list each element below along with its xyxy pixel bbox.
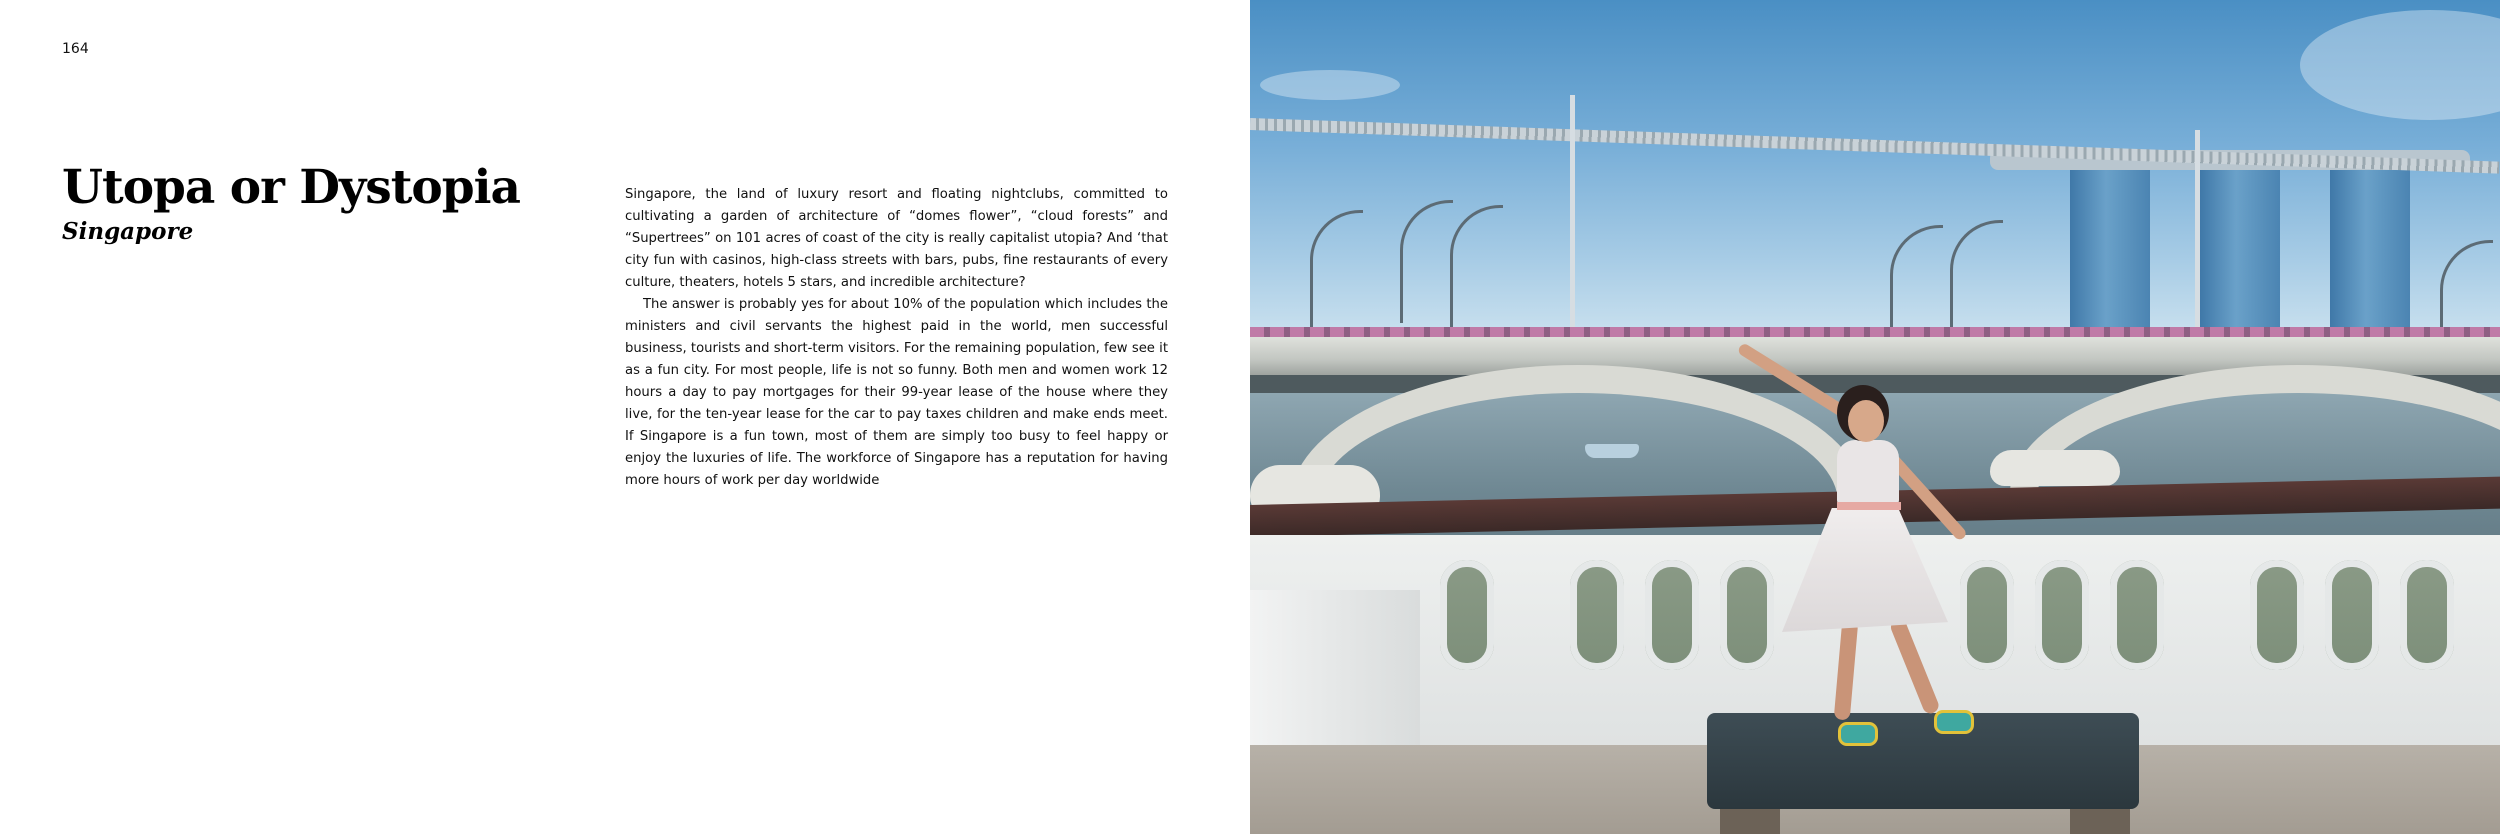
photo-baluster [2400, 560, 2454, 670]
photo-girl-dress [1837, 440, 1899, 506]
photo-girl-face [1848, 400, 1884, 442]
photo-baluster [1440, 560, 1494, 670]
photo-baluster [1645, 560, 1699, 670]
photo-girl-shoe [1838, 722, 1878, 746]
photo-mast [2195, 130, 2200, 335]
photo-baluster [1720, 560, 1774, 670]
photo-cloud [1260, 70, 1400, 100]
photo-baluster [2110, 560, 2164, 670]
photo-girl-belt [1837, 502, 1901, 510]
photo-boat [1585, 444, 1639, 458]
paragraph-1: Singapore, the land of luxury resort and floating nightclubs, committed to cultivating a garden of architecture of “domes flower”, “cloud forests” and “Supertrees” on 101 acres of coast of the city is really capitalist utopia? And ‘that city fun with casinos, high-class streets with bars, pubs, fine restaurants of every culture, theaters, hotels 5 stars, and incredible architecture? [625, 187, 1168, 290]
photo-tower [2070, 170, 2150, 335]
photo-flower-planters [1250, 327, 2500, 337]
photo-baluster [2325, 560, 2379, 670]
photo-baluster [2250, 560, 2304, 670]
paragraph-2: The answer is probably yes for about 10% of the population which includes the ministers and civil servants the highest paid in the world, men successful business, tourists and short-term visitors. For the remaining population, few see it as a fun city. For most people, life is not so funny. Both men and women work 12 hours a day to pay mortgages for their 99-year lease of the house where they live, for the ten-year lease for the car to pay taxes children and make ends meet. If Singapore is a fun town, most of them are simply too busy to feel happy or enjoy the luxuries of life. The workforce of Singapore has a reputation for having more hours of work per day worldwide [625, 297, 1168, 488]
photo-bench [1707, 713, 2139, 809]
photo-baluster [1570, 560, 1624, 670]
page-number: 164 [62, 41, 89, 57]
photo-bench-leg [2070, 809, 2130, 834]
photo-singapore-waterfront [1250, 0, 2500, 834]
body-text [625, 184, 1168, 492]
photo-girl-shoe [1934, 710, 1974, 734]
page-title: Utopa or Dystopia [62, 160, 520, 215]
photo-mast [1570, 95, 1575, 335]
page-subtitle: Singapore [62, 218, 194, 245]
photo-tower [2200, 170, 2280, 335]
photo-baluster [2035, 560, 2089, 670]
photo-baluster [1960, 560, 2014, 670]
photo-tower [2330, 170, 2410, 335]
photo-bench-leg [1720, 809, 1780, 834]
photo-bridge-pier [1990, 450, 2120, 486]
